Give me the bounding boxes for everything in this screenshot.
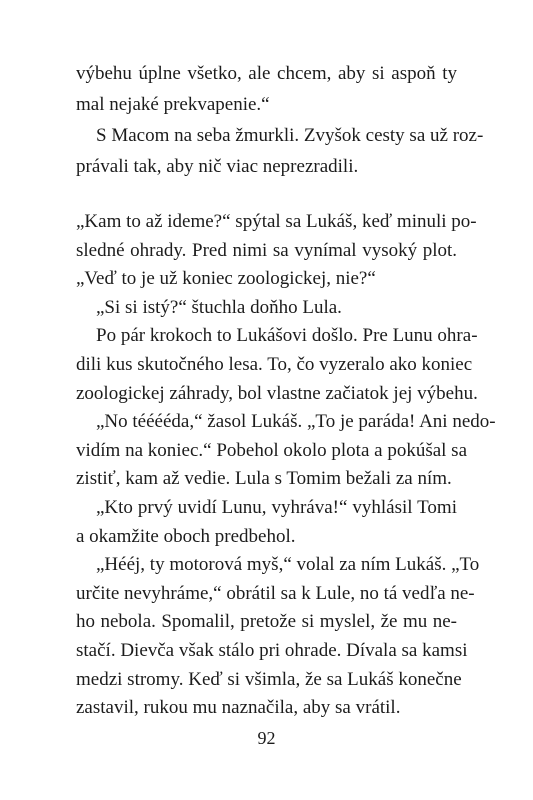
text-line: „Hééj, ty motorová myš,“ volal za ním Lukáš. „To bbox=[96, 554, 480, 575]
text-line: mal nejaké prekvapenie.“ bbox=[76, 94, 270, 115]
text-line: zastavil, rukou mu naznačila, aby sa vrátil. bbox=[76, 697, 401, 718]
text-line: „Veď to je už koniec zoologickej, nie?“ bbox=[76, 268, 376, 289]
text-line: sledné ohrady. Pred nimi sa vynímal vysoký plot. bbox=[76, 240, 457, 261]
text-line: „Kto prvý uvidí Lunu, vyhráva!“ vyhlásil Tomi bbox=[96, 497, 457, 518]
text-line: stačí. Dievča však stálo pri ohrade. Dívala sa kamsi bbox=[76, 640, 468, 661]
text-line: určite nevyhráme,“ obrátil sa k Lule, no tá vedľa ne- bbox=[76, 583, 475, 604]
text-line: vidím na koniec.“ Pobehol okolo plota a pokúšal sa bbox=[76, 440, 468, 461]
text-line: „No tééééda,“ žasol Lukáš. „To je paráda! Ani nedo- bbox=[96, 411, 496, 432]
text-line: medzi stromy. Keď si všimla, že sa Lukáš konečne bbox=[76, 669, 462, 690]
text-line: výbehu úplne všetko, ale chcem, aby si aspoň ty bbox=[76, 63, 457, 84]
text-line: zoologickej záhrady, bol vlastne začiatok jej výbehu. bbox=[76, 383, 478, 404]
page-number: 92 bbox=[257, 728, 276, 748]
text-line: ho nebola. Spomalil, pretože si myslel, že mu ne- bbox=[76, 611, 457, 632]
text-line: právali tak, aby nič viac neprezradili. bbox=[76, 156, 359, 177]
text-line: Po pár krokoch to Lukášovi došlo. Pre Lunu ohra- bbox=[96, 325, 478, 346]
text-line: dili kus skutočného lesa. To, čo vyzeralo ako koniec bbox=[76, 354, 473, 375]
text-line: zistiť, kam až vedie. Lula s Tomim bežali za ním. bbox=[76, 468, 452, 489]
text-line: „Kam to až ideme?“ spýtal sa Lukáš, keď minuli po- bbox=[76, 211, 477, 232]
text-line: „Si si istý?“ štuchla doňho Lula. bbox=[96, 297, 342, 318]
text-line: a okamžite oboch predbehol. bbox=[76, 526, 296, 547]
text-line: S Macom na seba žmurkli. Zvyšok cesty sa už roz- bbox=[96, 125, 484, 146]
